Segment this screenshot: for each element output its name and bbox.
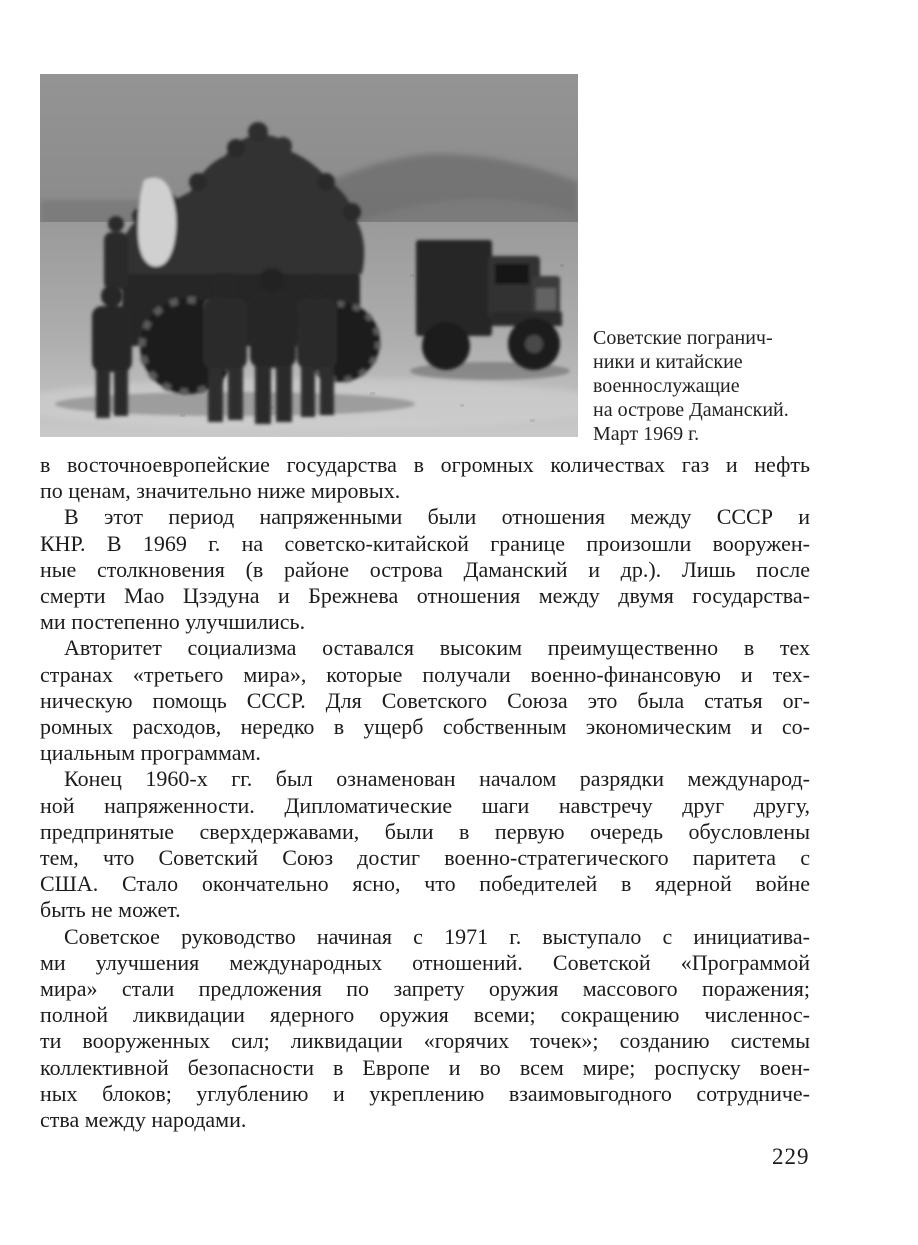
photo [40,74,578,437]
text-line: ромных расходов, нередко в ущерб собственным экономическим и со- [40,714,810,740]
text-line: в восточноевропейские государства в огромных количествах газ и нефть [40,452,810,477]
paragraph [40,504,810,635]
text-line: полной ликвидации ядерного оружия всеми; сокращению численнос- [40,1002,810,1028]
paragraph [40,452,810,504]
caption-line: Март 1969 г. [593,423,700,445]
paragraph [40,766,810,923]
text-line: циальным программам. [40,740,261,766]
photo-illustration [40,74,578,437]
text-line: ми улучшения международных отношений. Советской «Программой [40,949,810,975]
paragraph [40,635,810,766]
text-line: ной напряженности. Дипломатические шаги навстречу друг другу, [40,792,810,818]
text-line: ства между народами. [40,1107,247,1133]
text-line: по ценам, значительно ниже мировых. [40,478,401,504]
text-line: смерти Мао Цзэдуна и Брежнева отношения между двумя государства- [40,583,810,609]
text-line: КНР. В 1969 г. на советско-китайской границе произошли вооружен- [40,530,810,556]
text-line: тем, что Советский Союз достиг военно-стратегического паритета с [40,845,810,871]
text-line: быть не может. [40,897,181,923]
text-line: В этот период напряженными были отношения между СССР и [64,504,810,530]
text-line: США. Стало окончательно ясно, что победителей в ядерной войне [40,871,810,897]
body-text [40,452,810,1133]
caption-line: Советские погранич- [593,327,773,349]
text-line: Авторитет социализма оставался высоким преимущественно в тех [64,635,810,661]
text-line: ти вооруженных сил; ликвидации «горячих точек»; созданию системы [40,1028,810,1054]
caption-line: на острове Даманский. [593,399,789,421]
text-line: ми постепенно улучшились. [40,609,306,635]
page-number: 229 [772,1144,810,1169]
text-line: Советское руководство начиная с 1971 г. выступало с инициатива- [64,923,810,949]
text-line: ническую помощь СССР. Для Советского Союза это была статья ог- [40,687,810,713]
text-line: мира» стали предложения по запрету оружия массового поражения; [40,976,810,1002]
text-line: Конец 1960-х гг. был ознаменован началом разрядки международ- [64,766,810,792]
text-line: ные столкновения (в районе острова Даманский и др.). Лишь после [40,556,810,582]
text-line: странах «третьего мира», которые получали военно-финансовую и тех- [40,661,810,687]
text-line: предпринятые сверхдержавами, были в первую очередь обусловлены [40,818,810,844]
photo-caption [593,326,833,446]
caption-line: ники и китайские [593,351,743,373]
text-line: ных блоков; углублению и укреплению взаимовыгодного сотрудниче- [40,1080,810,1106]
caption-line: военнослужащие [593,375,740,397]
text-line: коллективной безопасности в Европе и во всем мире; роспуску воен- [40,1054,810,1080]
paragraph [40,924,810,1134]
